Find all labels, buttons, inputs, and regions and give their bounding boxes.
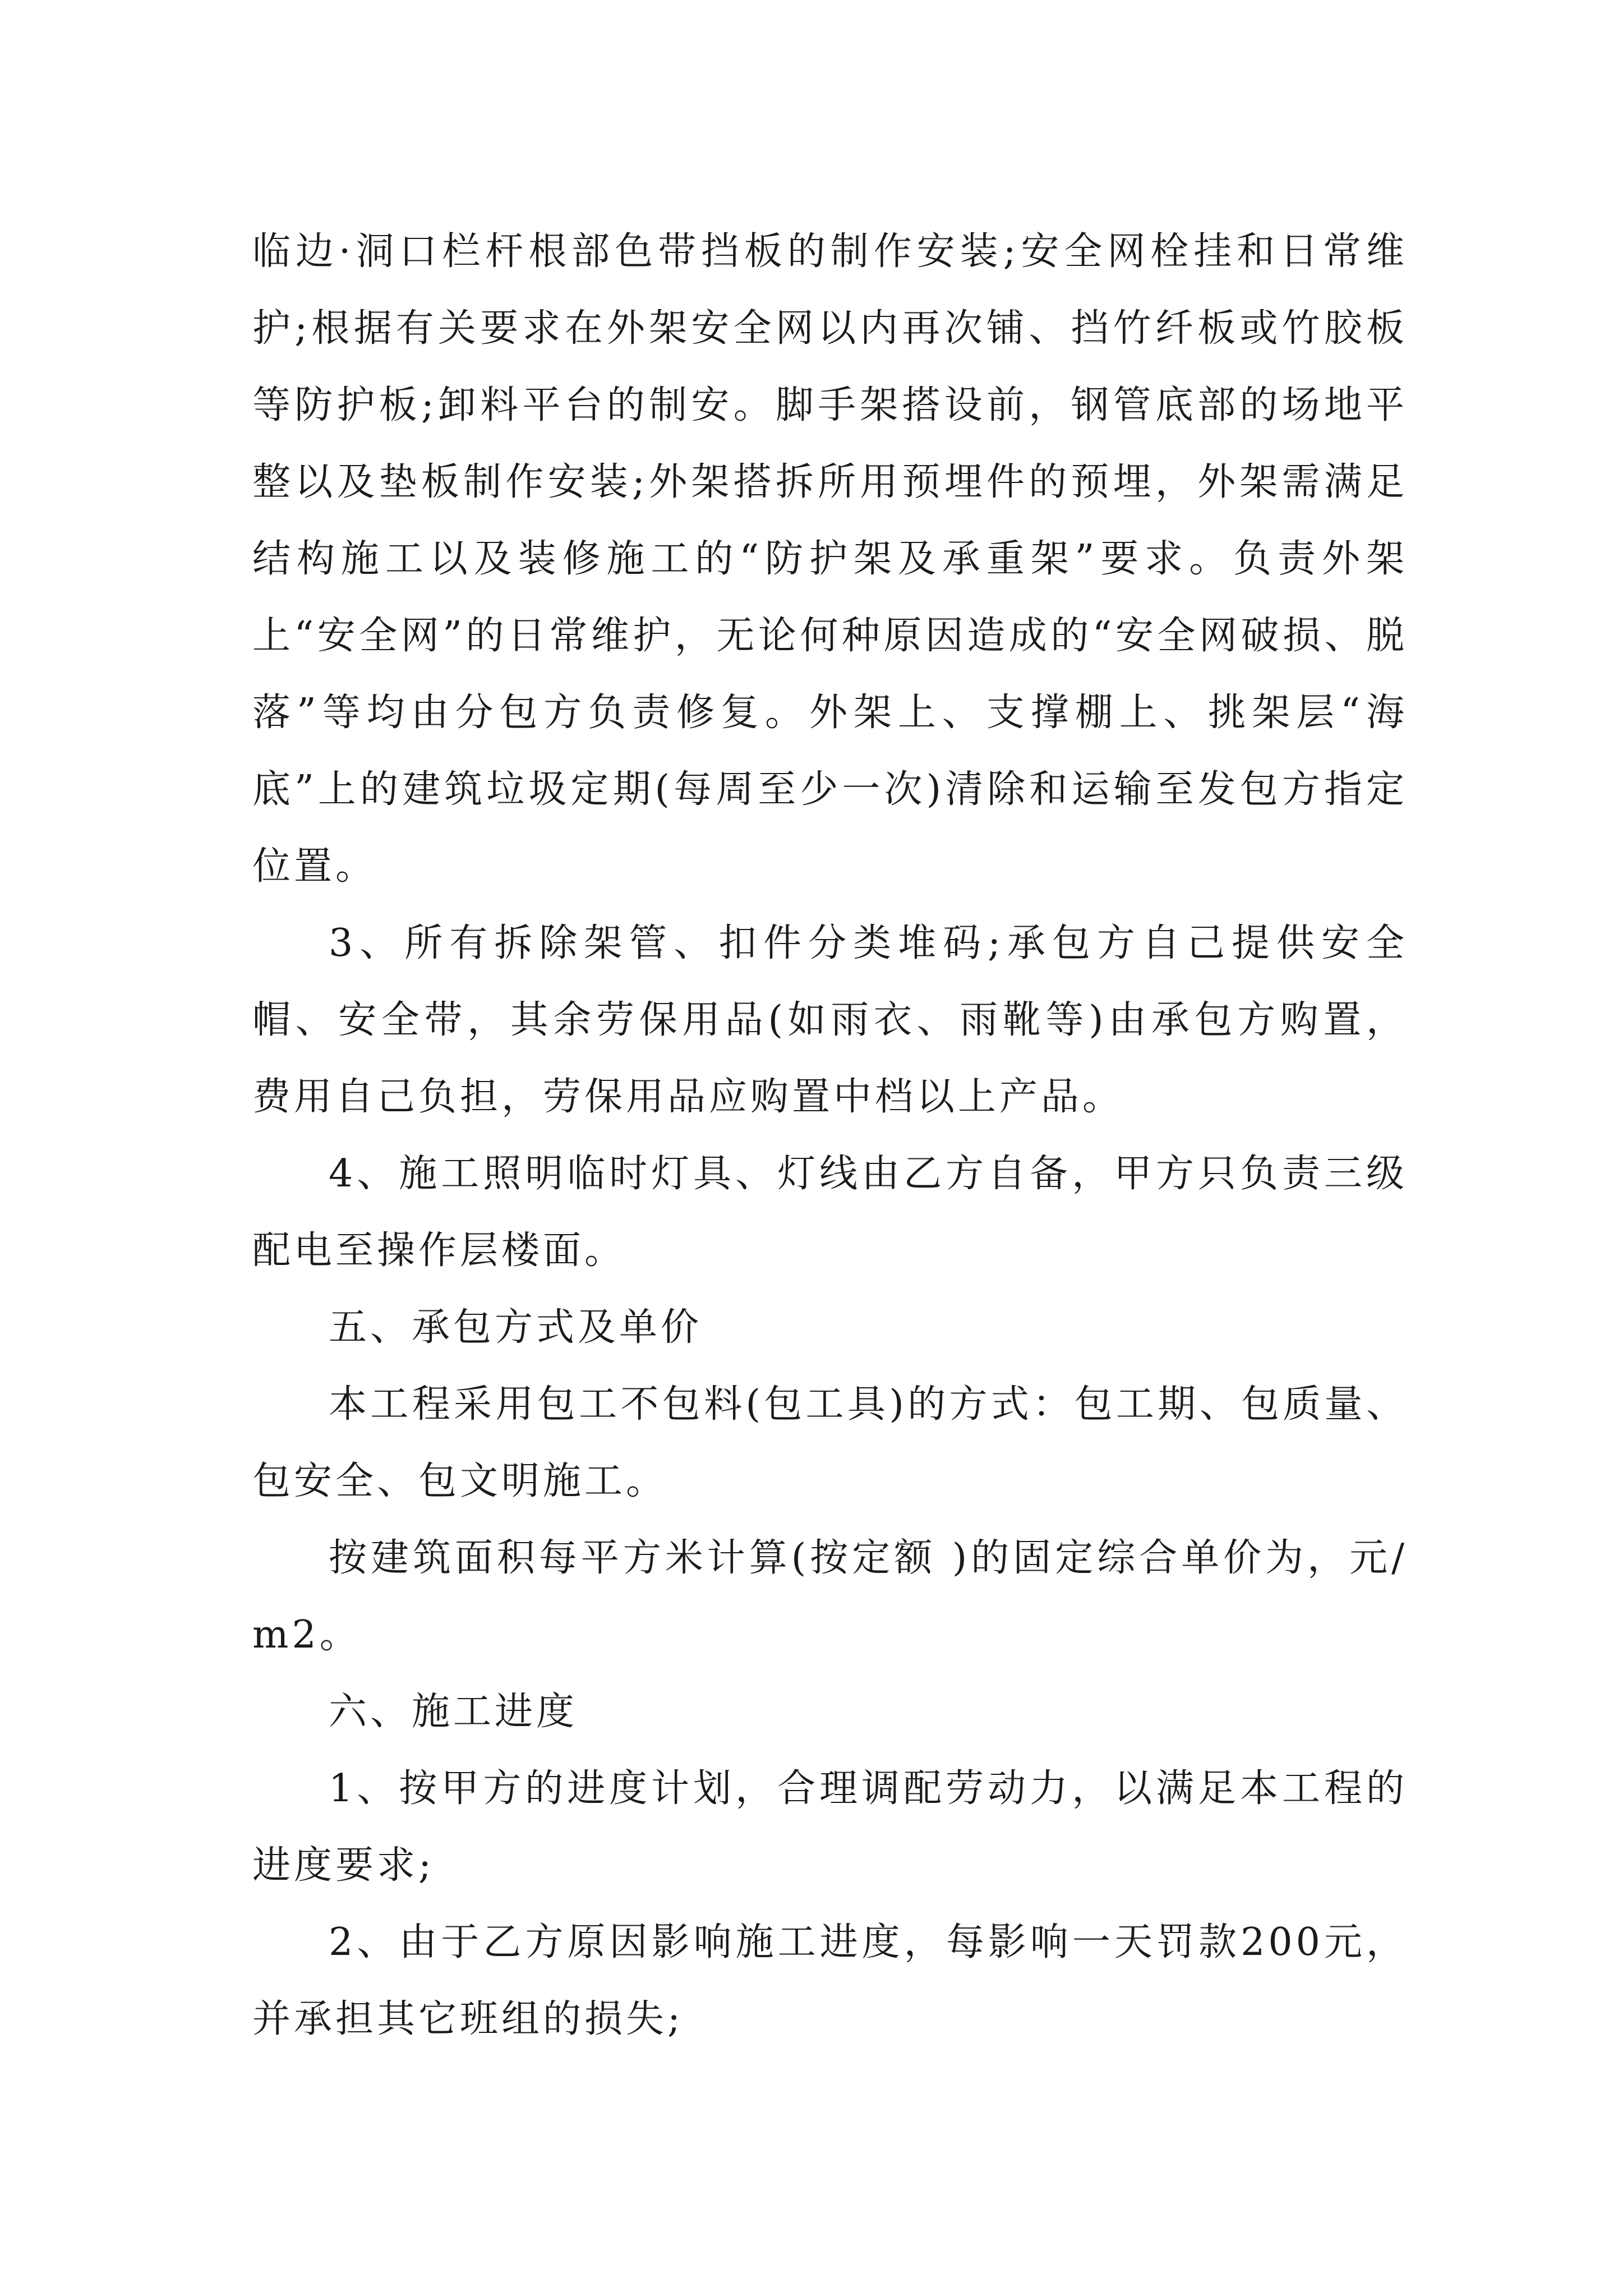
paragraph-unit-price: 按建筑面积每平方米计算(按定额 )的固定综合单价为，元/m2。 <box>252 1536 1408 1657</box>
section-heading-schedule: 六、施工进度 <box>329 1690 578 1734</box>
paragraph-schedule-item-2: 2、由于乙方原因影响施工进度，每影响一天罚款200元，并承担其它班组的损失; <box>252 1920 1408 2041</box>
paragraph-safety-net-duties: 临边·洞口栏杆根部色带挡板的制作安装;安全网栓挂和日常维护;根据有关要求在外架安全网以内再次铺、挡竹纤板或竹胶板等防护板;卸料平台的制安。脚手架搭设前，钢管底部的场地平整以及垫板制作安装;外架搭拆所用预埋件的预埋，外架需满足结构施工以及装修施工的“防护架及承重架”要求。负责外架上“安全网”的日常维护，无论何种原因造成的“安全网破损、脱落”等均由分包方负责修复。外架上、支撑棚上、挑架层“海底”上的建筑垃圾定期(每周至少一次)清除和运输至发包方指定位置。 <box>252 229 1408 889</box>
section-heading-contract-method: 五、承包方式及单价 <box>329 1305 703 1350</box>
paragraph-schedule-item-1: 1、按甲方的进度计划，合理调配劳动力，以满足本工程的进度要求; <box>252 1766 1408 1888</box>
paragraph-contract-method: 本工程采用包工不包料(包工具)的方式：包工期、包质量、包安全、包文明施工。 <box>252 1382 1408 1503</box>
paragraph-item-3: 3、所有拆除架管、扣件分类堆码;承包方自己提供安全帽、安全带，其余劳保用品(如雨衣、雨靴等)由承包方购置，费用自己负担，劳保用品应购置中档以上产品。 <box>252 921 1408 1119</box>
document-body <box>252 213 1408 2058</box>
paragraph-item-4: 4、施工照明临时灯具、灯线由乙方自备，甲方只负责三级配电至操作层楼面。 <box>252 1152 1408 1273</box>
